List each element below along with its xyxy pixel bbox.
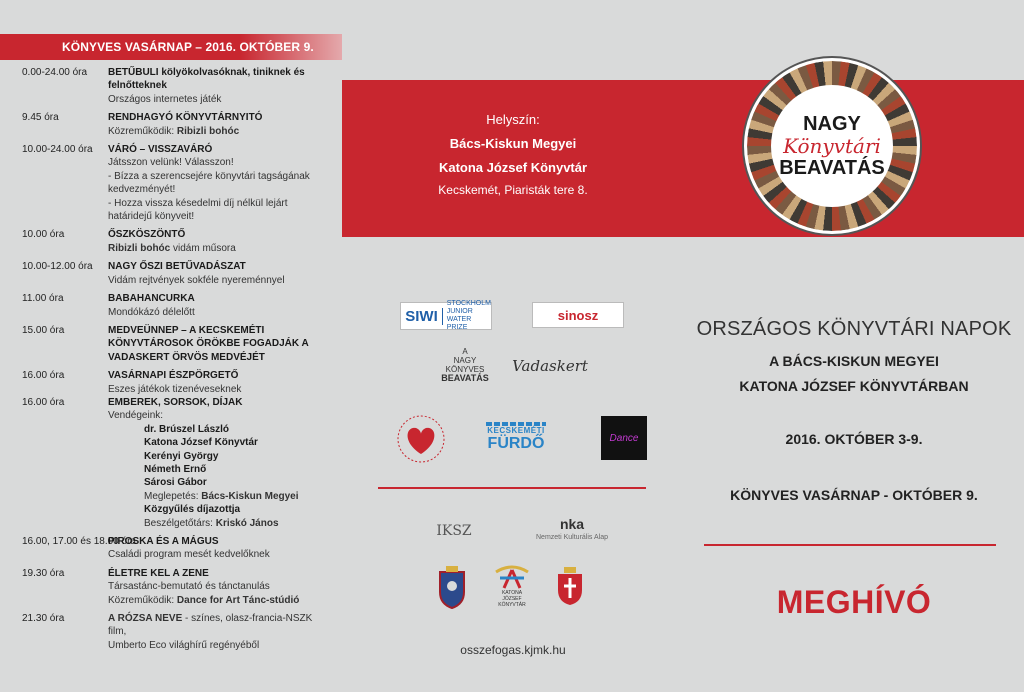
venue-block [342, 100, 684, 197]
logo-text: KÖNYVTÁR [498, 602, 526, 608]
divider [378, 487, 646, 489]
invitation-title: MEGHÍVÓ [776, 584, 932, 620]
row-time: 15.00 óra [22, 324, 65, 336]
logo-text: FÜRDŐ [487, 434, 545, 452]
row-line: Közreműködik: Ribizli bohóc [108, 125, 240, 137]
logo-text: JÓZSEF [502, 596, 522, 602]
logo-text: BEAVATÁS [441, 373, 489, 383]
logo-text: KECSKEMÉTI [487, 425, 545, 435]
row-time: 0.00-24.00 óra [22, 67, 88, 78]
schedule-row [0, 396, 342, 530]
badge-word-3: BEAVATÁS [779, 157, 885, 179]
schedule-row [0, 324, 342, 364]
venue-name-1: Bács-Kiskun Megyei [449, 136, 577, 151]
iksz-logo: IKSZ [436, 523, 472, 539]
heart-logo [394, 414, 448, 464]
guest-name: dr. Brúszel László [144, 423, 230, 435]
row-time: 10.00-12.00 óra [22, 261, 93, 273]
schedule-row [0, 111, 342, 138]
badge-center [771, 85, 893, 207]
host-line: Beszélgetőtárs: Kriskó János [144, 517, 279, 529]
row-title: RENDHAGYÓ KÖNYVTÁRNYITÓ [108, 112, 263, 124]
row-line: - Bízza a szerencsejére könyvtári tagságának kedvezményét! [108, 170, 310, 196]
nka-logo [524, 514, 620, 548]
schedule-row [0, 612, 342, 652]
siwi-logo-text: SIWI [405, 308, 443, 325]
row-time: 19.30 óra [22, 567, 65, 579]
row-title: VASÁRNAPI ÉSZPÖRGETŐ [108, 370, 239, 382]
row-line: A RÓZSA NEVE - színes, olasz-francia-NSZK film, [108, 613, 313, 638]
row-line: Vidám rejtvények sokféle nyereménnyel [108, 274, 285, 286]
row-time: 9.45 óra [22, 112, 59, 124]
row-line: - Hozza vissza késedelmi díj nélkül lejárt határidejű könyveit! [108, 197, 288, 223]
guest-name: Kerényi György [144, 450, 219, 462]
row-time: 16.00 óra [22, 396, 65, 408]
row-time: 16.00 óra [22, 370, 65, 382]
event-dates: 2016. OKTÓBER 3-9. [785, 431, 923, 447]
row-time: 16.00, 17.00 és 18.00 óra [22, 536, 136, 547]
schedule-row [0, 292, 342, 319]
guest-name: Sárosi Gábor [144, 477, 207, 489]
siwi-logo-subtext: STOCKHOLM JUNIOR WATER PRIZE [446, 300, 491, 331]
sinosz-logo: sinosz [532, 302, 624, 328]
row-title: ÉLETRE KEL A ZENE [108, 567, 209, 579]
siwi-logo [400, 302, 492, 330]
badge-word-2: Könyvtári [783, 134, 881, 158]
divider [704, 544, 996, 546]
row-title: NAGY ŐSZI BETŰVADÁSZAT [108, 261, 246, 273]
schedule-panel [0, 0, 342, 692]
row-time: 10.00 óra [22, 229, 65, 241]
nagy-beavatas-small-logo [432, 345, 498, 385]
schedule-row [0, 66, 342, 106]
katona-jozsef-konyvtar-logo [488, 558, 536, 612]
row-time: 10.00-24.00 óra [22, 144, 93, 156]
surprise-line2: Közgyűlés díjazottja [144, 504, 241, 516]
event-sunday: KÖNYVES VASÁRNAP - OKTÓBER 9. [730, 487, 978, 503]
guest-name: Németh Ernő [144, 463, 207, 475]
logo-text: KATONA [501, 590, 523, 596]
schedule-row [0, 143, 342, 223]
row-line: Umberto Eco világhírű regényéből [108, 639, 260, 651]
heart-icon [394, 414, 448, 464]
vadaskert-logo: Vadaskert [512, 357, 588, 375]
row-title: BETŰBULI kölyökolvasóknak, tiniknek és felnőtteknek [108, 67, 305, 92]
kecskemet-coat-of-arms [436, 564, 468, 610]
surprise-line: Meglepetés: Bács-Kiskun Megyei [144, 490, 299, 502]
coat-of-arms-icon [556, 566, 584, 606]
logo-subtext: Nemzeti Kulturális Alap [536, 534, 608, 541]
schedule-row [0, 228, 342, 255]
logo-text: NAGY [453, 356, 477, 365]
event-subtitle-1: A BÁCS-KISKUN MEGYEI [769, 353, 939, 369]
logo-text: nka [559, 516, 585, 532]
figure-icon [492, 562, 532, 590]
row-line: Országos internetes játék [108, 93, 222, 105]
row-title: PIROSKA ÉS A MÁGUS [108, 536, 219, 547]
schedule-list [0, 66, 342, 657]
row-title: ŐSZKÖSZÖNTŐ [108, 229, 186, 241]
row-line: Vendégeink: [108, 410, 164, 422]
row-line: Játsszon velünk! Válasszon! [108, 157, 234, 169]
dance-studio-logo: Dance [601, 416, 647, 460]
logo-text: KÖNYVES [445, 365, 485, 374]
schedule-row [0, 535, 342, 562]
row-line: Ribizli bohóc vidám műsora [108, 242, 236, 254]
row-title: VÁRÓ – VISSZAVÁRÓ [108, 144, 213, 156]
row-line: Mondókázó délelőtt [108, 306, 195, 318]
venue-name-2: Katona József Könyvtár [438, 160, 588, 175]
event-subtitle-2: KATONA JÓZSEF KÖNYVTÁRBAN [739, 378, 969, 394]
schedule-row [0, 369, 342, 396]
row-time: 11.00 óra [22, 293, 64, 305]
row-title: MEDVEÜNNEP – A KECSKEMÉTI KÖNYVTÁROSOK ÖRÖKBE FOGADJÁK A VADASKERT ÖRVÖS MEDVÉJÉT [108, 324, 309, 363]
event-title: ORSZÁGOS KÖNYVTÁRI NAPOK [696, 318, 1012, 340]
row-title: EMBEREK, SORSOK, DÍJAK [108, 396, 243, 408]
coat-of-arms-icon [436, 564, 468, 610]
kecskemeti-furdo-logo [478, 416, 554, 458]
row-line: Közreműködik: Dance for Art Tánc-stúdió [108, 594, 300, 606]
nagy-konyvtari-beavatas-logo [744, 58, 920, 234]
schedule-header: KÖNYVES VASÁRNAP – 2016. OKTÓBER 9. [0, 34, 342, 60]
row-time: 21.30 óra [22, 613, 65, 625]
venue-label: Helyszín: [486, 112, 540, 127]
row-title: BABAHANCURKA [108, 293, 195, 305]
row-line: Társastánc-bemutató és tánctanulás [108, 581, 270, 593]
website-url[interactable]: osszefogas.kjmk.hu [460, 643, 566, 657]
row-line: Eszes játékok tizenéveseknek [108, 383, 242, 395]
logo-text: A [462, 347, 468, 356]
venue-address: Kecskemét, Piaristák tere 8. [438, 183, 588, 197]
badge-word-1: NAGY [803, 113, 861, 135]
row-line: Családi program mesét kedvelőknek [108, 549, 270, 561]
schedule-row [0, 567, 342, 607]
schedule-row [0, 260, 342, 287]
county-coat-of-arms [556, 566, 584, 606]
guest-name: Katona József Könyvtár [144, 437, 258, 449]
